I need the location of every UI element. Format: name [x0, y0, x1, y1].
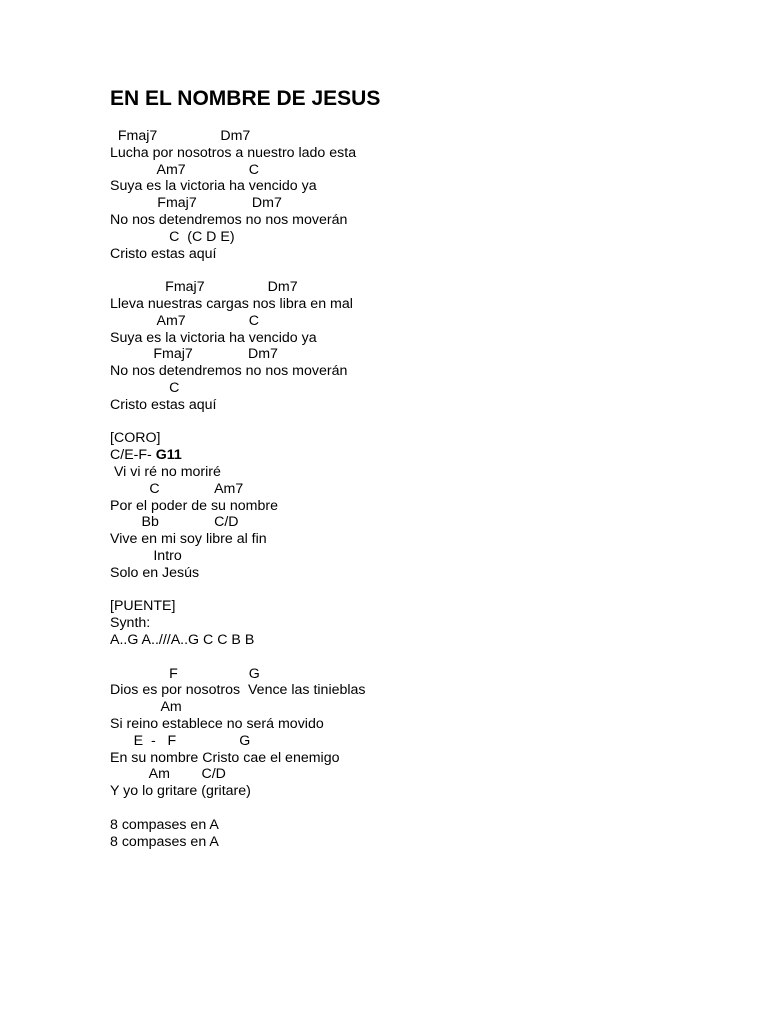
lyric-line: Suya es la victoria ha vencido ya [110, 329, 317, 346]
chord-line [110, 447, 182, 464]
section-label: [PUENTE] [110, 598, 176, 615]
lyric-line: No nos detendremos no nos moverán [110, 363, 348, 380]
lyric-line: Cristo estas aquí [110, 396, 217, 413]
lyric-line: Lucha por nosotros a nuestro lado esta [110, 144, 357, 161]
chord-line: Am [110, 699, 182, 716]
lyric-line: A..G A..///A..G C C B B [110, 632, 255, 648]
song-title: EN EL NOMBRE DE JESUS [110, 87, 381, 110]
section-label: [CORO] [110, 430, 161, 447]
chord-line: Fmaj7 Dm7 [110, 128, 251, 144]
lyric-line: En su nombre Cristo cae el enemigo [110, 749, 340, 766]
chord-text: C/E-F- [110, 447, 156, 464]
lyric-line: Synth: [110, 615, 151, 632]
lyric-line: Solo en Jesús [110, 564, 200, 581]
lyric-line: Si reino establece no será movido [110, 716, 324, 732]
lyric-line: Por el poder de su nombre [110, 497, 278, 514]
lyric-line: No nos detendremos no nos moverán [110, 212, 348, 228]
chord-line: Fmaj7 Dm7 [110, 195, 282, 212]
chord-line: C Am7 [110, 480, 244, 497]
chord-line: C (C D E) [110, 228, 235, 245]
chord-line: E - F G [110, 732, 251, 749]
lyric-line: Vi vi ré no moriré [110, 464, 221, 480]
lyric-line: 8 compases en A [110, 833, 219, 850]
chord-line: Am7 C [110, 161, 260, 178]
lyric-line: Suya es la victoria ha vencido ya [110, 178, 317, 195]
lyric-line: Cristo estas aquí [110, 245, 217, 262]
chord-line: Am C/D [110, 766, 226, 783]
chord-line: Intro [110, 548, 182, 564]
lyric-line: 8 compases en A [110, 816, 219, 833]
chord-line: Am7 C [110, 312, 260, 329]
lyric-line: Dios es por nosotros Vence las tinieblas [110, 682, 366, 699]
lyric-line: Lleva nuestras cargas nos libra en mal [110, 296, 353, 312]
lyric-line: Y yo lo gritare (gritare) [110, 783, 251, 800]
chord-line: Bb C/D [110, 514, 239, 531]
chord-line: F G [110, 665, 260, 682]
chord-line: Fmaj7 Dm7 [110, 346, 278, 363]
chord-line: Fmaj7 Dm7 [110, 279, 298, 296]
lyric-line: Vive en mi soy libre al fin [110, 531, 267, 548]
chord-line: C [110, 380, 180, 396]
chord-bold: G11 [155, 447, 182, 464]
